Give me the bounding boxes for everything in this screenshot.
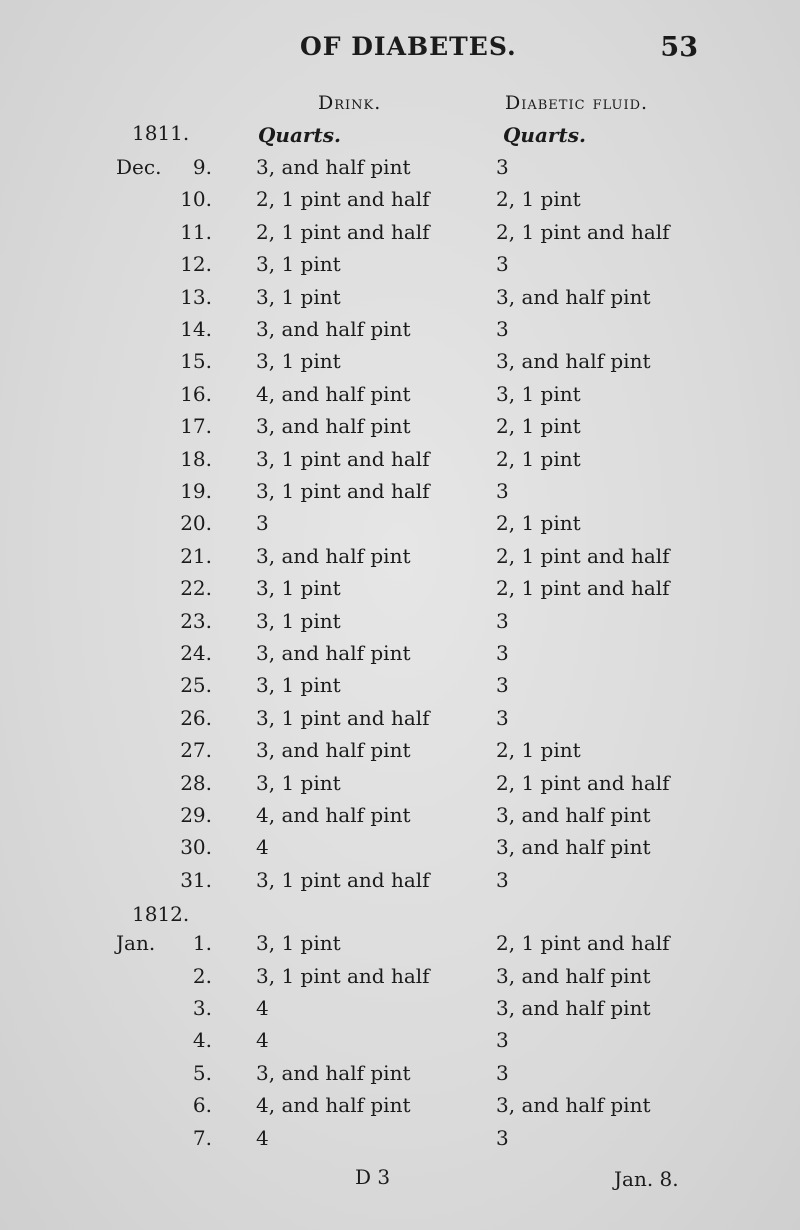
- fluid-cell: 2, 1 pint and half: [496, 544, 670, 568]
- day-cell: 21.: [180, 544, 212, 568]
- fluid-cell: 3, and half pint: [496, 285, 651, 309]
- day-cell: 18.: [180, 447, 212, 471]
- year-label-1811: 1811.: [132, 121, 190, 145]
- drink-cell: 3, 1 pint and half: [256, 706, 430, 730]
- table-row: [0, 349, 800, 381]
- table-row: [0, 220, 800, 252]
- drink-cell: 4, and half pint: [256, 1093, 411, 1117]
- table-row: [0, 382, 800, 414]
- fluid-cell: 3: [496, 317, 509, 341]
- fluid-cell: 2, 1 pint and half: [496, 931, 670, 955]
- day-cell: 22.: [180, 576, 212, 600]
- day-cell: 29.: [180, 803, 212, 827]
- drink-cell: 4, and half pint: [256, 382, 411, 406]
- table-row: [0, 738, 800, 770]
- drink-cell: 3, 1 pint and half: [256, 479, 430, 503]
- day-cell: 19.: [180, 479, 212, 503]
- drink-cell: 3, and half pint: [256, 544, 411, 568]
- day-cell: 1.: [192, 931, 212, 955]
- table-row: [0, 187, 800, 219]
- drink-cell: 2, 1 pint and half: [256, 220, 430, 244]
- table-row: [0, 414, 800, 446]
- drink-cell: 4: [256, 996, 269, 1020]
- fluid-cell: 2, 1 pint and half: [496, 576, 670, 600]
- table-row: [0, 641, 800, 673]
- table-row: [0, 511, 800, 543]
- table-row: [0, 609, 800, 641]
- table-row: [0, 447, 800, 479]
- fluid-cell: 2, 1 pint: [496, 738, 581, 762]
- drink-cell: 3: [256, 511, 269, 535]
- day-cell: 11.: [180, 220, 212, 244]
- fluid-cell: 3: [496, 868, 509, 892]
- drink-cell: 3, and half pint: [256, 317, 411, 341]
- day-cell: 17.: [180, 414, 212, 438]
- fluid-cell: 2, 1 pint: [496, 414, 581, 438]
- day-cell: 13.: [180, 285, 212, 309]
- day-cell: 12.: [180, 252, 212, 276]
- day-cell: 4.: [192, 1028, 212, 1052]
- drink-cell: 3, 1 pint: [256, 349, 341, 373]
- table-row: [0, 1061, 800, 1093]
- table-row: [0, 803, 800, 835]
- drink-cell: 3, and half pint: [256, 1061, 411, 1085]
- drink-cell: 3, 1 pint and half: [256, 964, 430, 988]
- day-cell: 30.: [180, 835, 212, 859]
- day-cell: 5.: [192, 1061, 212, 1085]
- drink-cell: 4: [256, 835, 269, 859]
- drink-cell: 3, 1 pint and half: [256, 447, 430, 471]
- fluid-cell: 3: [496, 609, 509, 633]
- fluid-cell: 3, 1 pint: [496, 382, 581, 406]
- diabetic-fluid-column-heading: Diabetic fluid.: [505, 92, 649, 114]
- drink-cell: 3, 1 pint and half: [256, 868, 430, 892]
- signature-mark: D 3: [355, 1165, 391, 1189]
- table-row: [0, 1028, 800, 1060]
- day-cell: 28.: [180, 771, 212, 795]
- catchword: Jan. 8.: [614, 1167, 679, 1191]
- fluid-cell: 3: [496, 252, 509, 276]
- year-label-1812: 1812.: [132, 902, 190, 926]
- fluid-cell: 3: [496, 1061, 509, 1085]
- fluid-cell: 2, 1 pint: [496, 511, 581, 535]
- drink-cell: 3, and half pint: [256, 155, 411, 179]
- drink-cell: 3, 1 pint: [256, 771, 341, 795]
- drink-unit-label: Quarts.: [258, 123, 341, 147]
- drink-cell: 4: [256, 1126, 269, 1150]
- day-cell: 10.: [180, 187, 212, 211]
- fluid-cell: 3: [496, 641, 509, 665]
- fluid-cell: 2, 1 pint and half: [496, 771, 670, 795]
- day-cell: 23.: [180, 609, 212, 633]
- fluid-cell: 3, and half pint: [496, 964, 651, 988]
- fluid-cell: 3: [496, 479, 509, 503]
- month-cell: Jan.: [116, 931, 156, 955]
- drink-cell: 3, and half pint: [256, 414, 411, 438]
- drink-cell: 3, 1 pint: [256, 931, 341, 955]
- day-cell: 2.: [192, 964, 212, 988]
- table-row: [0, 285, 800, 317]
- fluid-cell: 3, and half pint: [496, 803, 651, 827]
- table-row: [0, 576, 800, 608]
- drink-cell: 4: [256, 1028, 269, 1052]
- drink-column-heading: Drink.: [318, 92, 382, 114]
- drink-cell: 3, and half pint: [256, 641, 411, 665]
- day-cell: 14.: [180, 317, 212, 341]
- table-row: [0, 544, 800, 576]
- table-row: [0, 1093, 800, 1125]
- drink-cell: 4, and half pint: [256, 803, 411, 827]
- day-cell: 20.: [180, 511, 212, 535]
- table-row: [0, 673, 800, 705]
- fluid-cell: 3: [496, 673, 509, 697]
- fluid-cell: 3: [496, 155, 509, 179]
- day-cell: 26.: [180, 706, 212, 730]
- fluid-cell: 2, 1 pint: [496, 187, 581, 211]
- fluid-cell: 3, and half pint: [496, 1093, 651, 1117]
- table-row: [0, 996, 800, 1028]
- table-row: [0, 706, 800, 738]
- fluid-cell: 3: [496, 1126, 509, 1150]
- fluid-cell: 3: [496, 1028, 509, 1052]
- day-cell: 6.: [192, 1093, 212, 1117]
- drink-cell: 3, 1 pint: [256, 285, 341, 309]
- page-number: 53: [660, 32, 698, 63]
- table-row: [0, 835, 800, 867]
- drink-cell: 3, 1 pint: [256, 609, 341, 633]
- table-row: [0, 1126, 800, 1158]
- table-row: [0, 479, 800, 511]
- table-row: [0, 252, 800, 284]
- drink-cell: 3, and half pint: [256, 738, 411, 762]
- running-title: OF DIABETES.: [300, 32, 517, 61]
- day-cell: 31.: [180, 868, 212, 892]
- table-row: [0, 317, 800, 349]
- day-cell: 16.: [180, 382, 212, 406]
- day-cell: 25.: [180, 673, 212, 697]
- table-row: [0, 964, 800, 996]
- day-cell: 3.: [192, 996, 212, 1020]
- fluid-cell: 3, and half pint: [496, 835, 651, 859]
- day-cell: 9.: [192, 155, 212, 179]
- table-row: [0, 868, 800, 900]
- fluid-cell: 3: [496, 706, 509, 730]
- table-row: [0, 155, 800, 187]
- fluid-cell: 3, and half pint: [496, 349, 651, 373]
- table-row: [0, 931, 800, 963]
- day-cell: 27.: [180, 738, 212, 762]
- table-row: [0, 771, 800, 803]
- drink-cell: 3, 1 pint: [256, 252, 341, 276]
- day-cell: 7.: [192, 1126, 212, 1150]
- fluid-cell: 2, 1 pint and half: [496, 220, 670, 244]
- day-cell: 24.: [180, 641, 212, 665]
- day-cell: 15.: [180, 349, 212, 373]
- month-cell: Dec.: [116, 155, 162, 179]
- fluid-unit-label: Quarts.: [503, 123, 586, 147]
- fluid-cell: 2, 1 pint: [496, 447, 581, 471]
- fluid-cell: 3, and half pint: [496, 996, 651, 1020]
- drink-cell: 2, 1 pint and half: [256, 187, 430, 211]
- drink-cell: 3, 1 pint: [256, 576, 341, 600]
- drink-cell: 3, 1 pint: [256, 673, 341, 697]
